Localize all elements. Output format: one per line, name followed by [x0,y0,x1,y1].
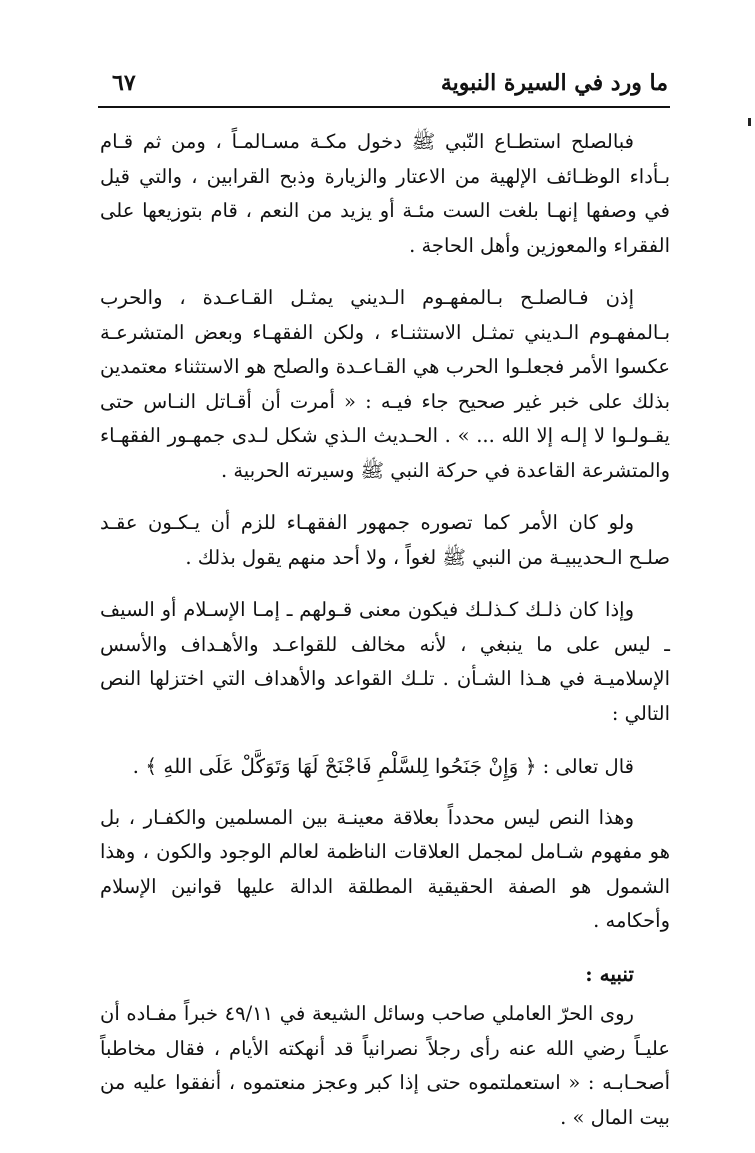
paragraph-2: إذن فـالصلـح بـالمفهـوم الـديني يمثـل القـاعـدة ، والحرب بـالمفهـوم الـديني تمثـل الاستثنـاء ، ولكن الفقهـاء وبعض المتشرعـة عكسوا الأمر فجعلـوا الحرب هي القـاعـدة والصلح هو الاستثناء معتمدين بذلك على خبر غير صحيح جاء فيـه : « أمرت أن أقـاتل النـاس حتى يقـولـوا لا إلـه إلا الله ... » . الحـديث الـذي شكل لـدى جمهـور الفقهـاء والمتشرعة القاعدة في حركة النبي ﷺ وسيرته الحربية . [100,286,670,482]
running-header [98,70,668,106]
paragraph-5: وهذا النص ليس محدداً بعلاقة معينـة بين المسلمين والكفـار ، بل هو مفهوم شـامل لمجمل العلاقات الناظمة لعالم الوجود والكون ، وهذا الشمول هو الصفة الحقيقية المطلقة الدالة عليها قوانين الإسلام وأحكامه . [100,805,670,932]
note-heading: تنبيه : [585,961,634,986]
paragraph-3: ولو كان الأمر كما تصوره جمهور الفقهـاء للزم أن يـكـون عقـد صلـح الـحديبيـة من النبي ﷺ لغواً ، ولا أحد منهم يقول بذلك . [100,511,670,569]
verse-intro: قال تعالى : [542,755,634,778]
page-number: ٦٧ [112,70,136,96]
paragraph-1: فبالصلح استطـاع النّبي ﷺ دخول مكـة مسـالمـاً ، ومن ثم قـام بـأداء الوظـائف الإلهية من الاعتار والزيارة وذبح القرابين ، والتي قيل في وصفها إنهـا بلغت الست مئـة أو يزيد من النعم ، قام بتوزيعها على الفقراء والمعوزين وأهل الحاجة . [100,130,670,257]
margin-mark [748,118,751,126]
verse-text: ﴿ وَإِنْ جَنَحُوا لِلسَّلْمِ فَاجْنَحْ لَهَا وَتَوَكَّلْ عَلَى اللهِ ﴾ . [132,754,537,778]
page-body [100,125,670,1153]
paragraph-4: وإذا كان ذلـك كـذلـك فيكون معنى قـولهم ـ إمـا الإسـلام أو السيف ـ ليس على ما ينبغي ، لأنه مخالف للقواعـد والأهـداف والأسس الإسلاميـة في هـذا الشـأن . تلـك القواعد والأهداف التي اختزلها النص التالي : [100,598,670,725]
header-rule [98,106,670,108]
paragraph-6: روى الحرّ العاملي صاحب وسائل الشيعة في ٤٩/١١ خبراً مفـاده أن عليـاً رضي الله عنه رأى رجلاً نصرانياً قد أنهكته الأيام ، فقال مخاطباً أصحـابـه : « استعملتموه حتى إذا كبر وعجز منعتموه ، أنفقوا عليه من بيت المال » . [100,1002,670,1129]
header-title: ما ورد في السيرة النبوية [440,70,668,96]
quran-verse-line [100,749,670,785]
